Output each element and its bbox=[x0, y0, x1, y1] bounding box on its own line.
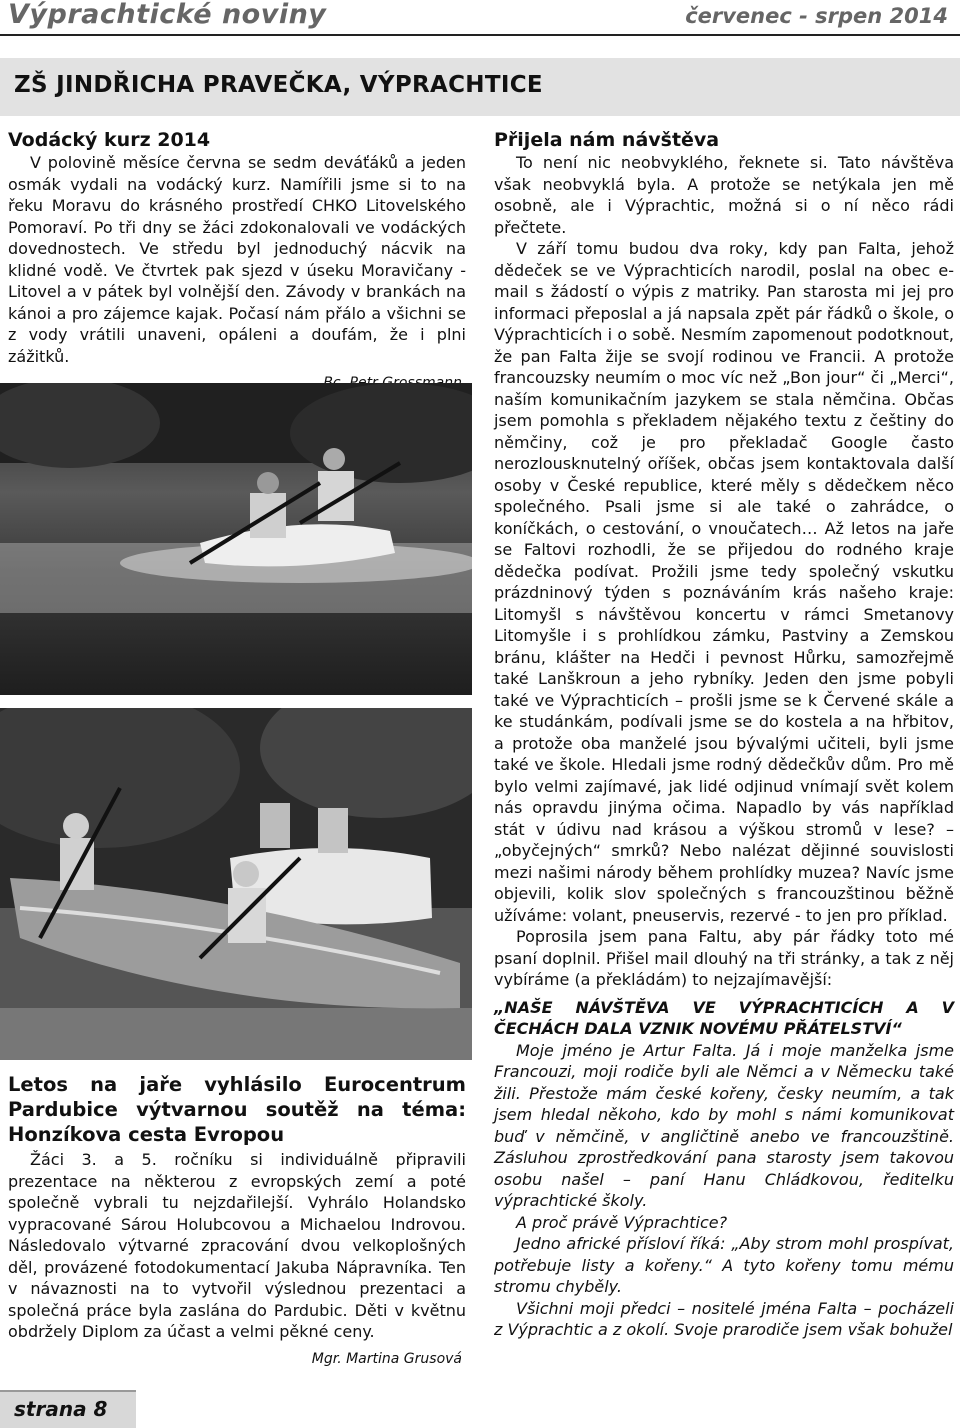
quote-paragraph: Moje jméno je Artur Falta. Já i moje manželka jsme Francouzi, moji rodiče byli ale Němci a v Německu také žili. Přestože mám české kořeny, česky neumím, a tak jsem hledal někoho, kdo by mohl s námi komunikovat buď v němčině, v angličtině anebo ve francouzštině. Zásluhou zprostředkování pana starosty jsem takovou osobu našel – paní Hanu Chládkovou, ředitelku výprachtické školy. bbox=[494, 1040, 954, 1210]
article-navsteva bbox=[494, 128, 954, 1341]
page-number: strana 8 bbox=[14, 1397, 108, 1421]
quote-paragraph: A proč právě Výprachtice? bbox=[516, 1212, 728, 1232]
article-title: Vodácký kurz 2014 bbox=[8, 129, 211, 151]
photo-canoes bbox=[0, 708, 472, 1060]
masthead: Výprachtické noviny bbox=[8, 0, 327, 30]
page-header bbox=[0, 0, 960, 36]
quote-title: „NAŠE NÁVŠTĚVA VE VÝPRACHTICÍCH A V ČECHÁCH DALA VZNIK NOVÉMU PŘÁTELSTVÍ“ bbox=[494, 997, 954, 1038]
issue-date: červenec - srpen 2014 bbox=[685, 4, 948, 28]
page-number-tab bbox=[0, 1390, 136, 1428]
article-title: Letos na jaře vyhlásilo Eurocentrum Pardubice výtvarnou soutěž na téma: Honzíkova cesta Evropou bbox=[8, 1073, 466, 1146]
article-author: Mgr. Martina Grusová bbox=[311, 1350, 462, 1367]
article-paragraph: Poprosila jsem pana Faltu, aby pár řádky toto mé psaní doplnil. Přišel mail dlouhý na tři stránky, a tak z něj vybíráme (a překládám) to nejzajímavější: bbox=[494, 927, 954, 989]
article-eurocentrum bbox=[8, 1072, 466, 1370]
section-banner bbox=[0, 58, 960, 116]
photo-inflatable-kayak bbox=[0, 383, 472, 695]
article-paragraph: To není nic neobvyklého, řeknete si. Tato návštěva však neobvyklá byla. A protože se netýkala jen mě osobně, ale i Výprachtic, možná si o ní něco rádi přečtete. bbox=[494, 153, 954, 237]
article-paragraph: V září tomu budou dva roky, kdy pan Falta, jehož dědeček se ve Výprachticích narodil, poslal na obec e-mail s žádostí o výpis z matriky. Pan starosta mi jej pro informaci přeposlal a já napsala zpět pár řádků o škole, o Výprachticích i o sobě. Nesmím zapomenout podotknout, že pan Falta žije se svojí rodinou ve Francii. A protože francouzsky neumím o moc víc než „Bon jour“ či „Merci“, naším komunikačním jazykem se stala němčina. Občas jsem pomohla s překladem nějakého textu z češtiny do němčiny, což je pro překladač Google často nerozlousknutelný oříšek, občas jsem kontaktovala další osoby v České republice, které měly s dědečkem něco společného. Psali jsme si ale také o zahrádce, o koníčkách, o cestování, o vnoučatech… Až letos na jaře se Faltovi rozhodli, že se přijedou do rodného kraje dědečka podívat. Prožili jsme tedy společný vskutku prázdninový týden s poznáváním krás našeho kraje: Litomyšl s návštěvou koncertu v rámci Smetanovy Litomyšle i s prohlídkou zámku, Pastviny a Zemskou bránu, klášter na Hedči i pevnost Hůrku, samozřejmě také Lanškroun a jeho rybníky. Jeden den jsme pobyli také ve Výprachticích – prošli jsme se k Červené skále a ke studánkám, podívali jsme se do kostela a na hřbitov, a protože oba manželé jsou bývalými učiteli, byli jsme také ve škole. Hledali jsme rodný dědečkův dům. Pro mě bylo velmi zajímavé, jak lidé odjinud vnímají svět kolem nás opravdu jinýma očima. Napadlo by vás například stát v údivu nad krásou a výškou stromů v lese? – „obyčejných“ smrků? Nebo nalézat dějinné souvislosti mezi našimi národy během prohlídky muzea? Navíc jsme objevili, kolik slov společných s francouzštinou běžně užíváme: volant, pneuservis, rezervé - to jen pro příklad. bbox=[494, 239, 954, 925]
section-title: ZŠ JINDŘICHA PRAVEČKA, VÝPRACHTICE bbox=[14, 72, 543, 98]
article-title: Přijela nám návštěva bbox=[494, 129, 720, 151]
article-vodacky-kurz bbox=[8, 128, 466, 395]
quote-paragraph: Všichni moji předci – nositelé jména Falta – pocházeli z Výprachtic a z okolí. Svoje prarodiče jsem však bohužel bbox=[494, 1298, 954, 1339]
article-body: V polovině měsíce června se sedm deváťáků a jeden osmák vydali na vodácký kurz. Namířili jsme si to na řeku Moravu do krásného prostředí CHKO Litovelského Pomoraví. Po tři dny se žáci zdokonalovali ve vodáckých dovednostech. Ve středu byl jednoduchý nácvik na klidné vodě. Ve čtvrtek pak sjezd v úseku Moravičany - Litovel a v pátek byl volnější den. Závody v brankách na kánoi a pro zájemce kajak. Počasí nám přálo a všichni se z vody vrátili unaveni, opáleni a doufám, že i plni zážitků. bbox=[8, 153, 466, 366]
quote-paragraph: Jedno africké přísloví říká: „Aby strom mohl prospívat, potřebuje listy a kořeny.“ A tyto kořeny tomu mému stromu chyběly. bbox=[494, 1234, 954, 1296]
article-body: Žáci 3. a 5. ročníku si individuálně připravili prezentace na některou z evropských zemí a poté společně vybrali tu nejzdařilejší. Vyhrálo Holandsko vypracované Sárou Holubcovou a Michaelou Indrovou. Následovalo výtvarné zpracování dvou velkoplošných děl, provázené fotodokumentací Jakuba Nápravníka. Ten v návaznosti na to vytvořil výslednou prezentaci a společná práce byla zaslána do Pardubic. Děti v květnu obdržely Diplom za účast a velmi pěkné ceny. bbox=[8, 1150, 466, 1341]
